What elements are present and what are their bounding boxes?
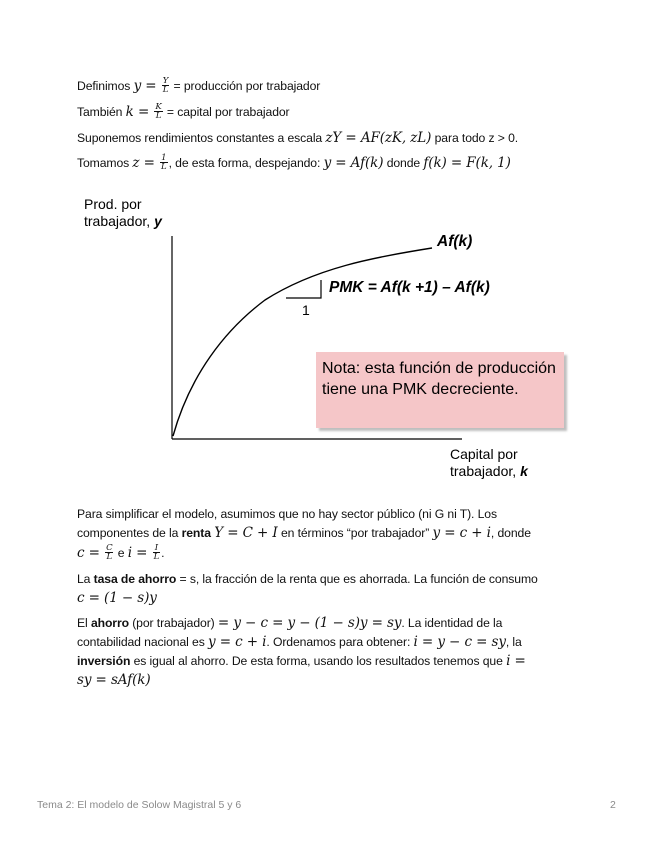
text: , de esta forma, despejando: bbox=[168, 156, 324, 170]
denominator: L bbox=[155, 111, 162, 122]
y-axis-label-line-1: Prod. por bbox=[84, 196, 142, 212]
x-axis-label bbox=[450, 446, 528, 480]
paragraph-3-line-2 bbox=[77, 634, 522, 650]
math-eq: = bbox=[131, 545, 152, 561]
math-expression: i = y − c = sy bbox=[413, 634, 506, 650]
math-expression: sy = sAf(k) bbox=[77, 672, 151, 688]
math-expression: = y − c = y − (1 − s)y = sy bbox=[217, 615, 402, 631]
math-expression: Y = C + I bbox=[214, 525, 278, 541]
paragraph-1-line-1: Para simplificar el modelo, asumimos que no hay sector público (ni G ni T). Los bbox=[77, 507, 497, 521]
denominator: L bbox=[161, 162, 167, 173]
bold-term-tasa-ahorro: tasa de ahorro bbox=[93, 572, 177, 586]
k-variable: k bbox=[520, 463, 528, 479]
x-axis-label-line-2 bbox=[450, 463, 528, 480]
pmk-step-triangle bbox=[286, 280, 321, 298]
text: . La identidad de la bbox=[401, 616, 503, 630]
footer-title: Tema 2: El modelo de Solow Magistral 5 y 6 bbox=[37, 799, 242, 811]
text: El bbox=[77, 616, 91, 630]
text: trabajador, bbox=[450, 463, 521, 479]
text: = capital por trabajador bbox=[163, 105, 290, 119]
curve-label: Af(k) bbox=[437, 233, 473, 250]
text: Definimos bbox=[77, 79, 134, 93]
paragraph-3-line-4 bbox=[77, 672, 151, 688]
math-var: z bbox=[132, 155, 140, 171]
math-var: k bbox=[125, 104, 134, 120]
math-expression: y = Af(k) bbox=[323, 155, 384, 171]
x-axis-label-line-1: Capital por bbox=[450, 446, 518, 462]
denominator: L bbox=[162, 85, 169, 96]
text: donde bbox=[383, 156, 424, 170]
fraction bbox=[105, 544, 113, 561]
numerator: I bbox=[153, 544, 161, 553]
y-variable: y bbox=[154, 213, 162, 229]
math-expression: y = c + i bbox=[207, 634, 267, 650]
math-eq: = bbox=[84, 545, 105, 561]
paragraph-2-line-2 bbox=[77, 590, 157, 606]
text: , la bbox=[505, 635, 522, 649]
text: . Ordenamos para obtener: bbox=[266, 635, 414, 649]
math-eq: = bbox=[133, 104, 154, 120]
y-axis-label-line-2 bbox=[84, 213, 162, 230]
math-eq: = bbox=[139, 155, 160, 171]
bold-term-renta: renta bbox=[181, 526, 211, 540]
text: = producción por trabajador bbox=[170, 79, 321, 93]
paragraph-3-line-3 bbox=[77, 653, 526, 669]
math-expression: i = bbox=[506, 653, 526, 669]
page-number: 2 bbox=[610, 799, 616, 811]
y-axis-label bbox=[84, 196, 162, 230]
text: componentes de la bbox=[77, 526, 182, 540]
text: Tomamos bbox=[77, 156, 133, 170]
math-expression: f(k) = F(k, 1) bbox=[423, 155, 511, 171]
text: . bbox=[161, 546, 165, 560]
denominator: L bbox=[106, 552, 113, 563]
bold-term-ahorro: ahorro bbox=[90, 616, 129, 630]
text: Suponemos rendimientos constantes a escala bbox=[77, 131, 326, 145]
paragraph-1-line-2 bbox=[77, 525, 531, 541]
text: trabajador, bbox=[84, 213, 155, 229]
step-label: 1 bbox=[302, 302, 310, 318]
pmk-label: PMK = Af(k +1) – Af(k) bbox=[329, 279, 490, 296]
text: = s, la fracción de la renta que es ahorrada. La función de consumo bbox=[176, 572, 538, 586]
numerator: Y bbox=[162, 76, 169, 87]
math-eq: = bbox=[141, 78, 161, 94]
text: e bbox=[114, 546, 128, 560]
note-box: Nota: esta función de producción tiene una PMK decreciente. bbox=[316, 352, 564, 428]
text: La bbox=[77, 572, 94, 586]
text: , donde bbox=[490, 526, 531, 540]
paragraph-2-line-1 bbox=[77, 571, 538, 587]
paragraph-3-line-1 bbox=[77, 615, 502, 631]
text: en términos “por trabajador” bbox=[277, 526, 433, 540]
text: (por trabajador) bbox=[128, 616, 218, 630]
fraction bbox=[153, 544, 161, 561]
numerator: K bbox=[155, 102, 162, 113]
text: También bbox=[77, 105, 126, 119]
math-expression: y = c + i bbox=[432, 525, 491, 541]
text: para todo z > 0. bbox=[431, 131, 519, 145]
text: es igual al ahorro. De esta forma, usando los resultados tenemos que bbox=[130, 654, 507, 668]
numerator: C bbox=[106, 543, 113, 554]
numerator: 1 bbox=[161, 153, 167, 164]
text: contabilidad nacional es bbox=[77, 635, 208, 649]
math-expression: c = (1 − s)y bbox=[77, 590, 157, 606]
math-expression: zY = AF(zK, zL) bbox=[325, 130, 432, 146]
denominator: L bbox=[153, 552, 160, 563]
math-var: i bbox=[127, 545, 132, 561]
math-var: c bbox=[77, 545, 85, 561]
paragraph-1-line-3 bbox=[77, 545, 164, 562]
math-var: y bbox=[133, 78, 142, 94]
bold-term-inversion: inversión bbox=[77, 654, 131, 668]
